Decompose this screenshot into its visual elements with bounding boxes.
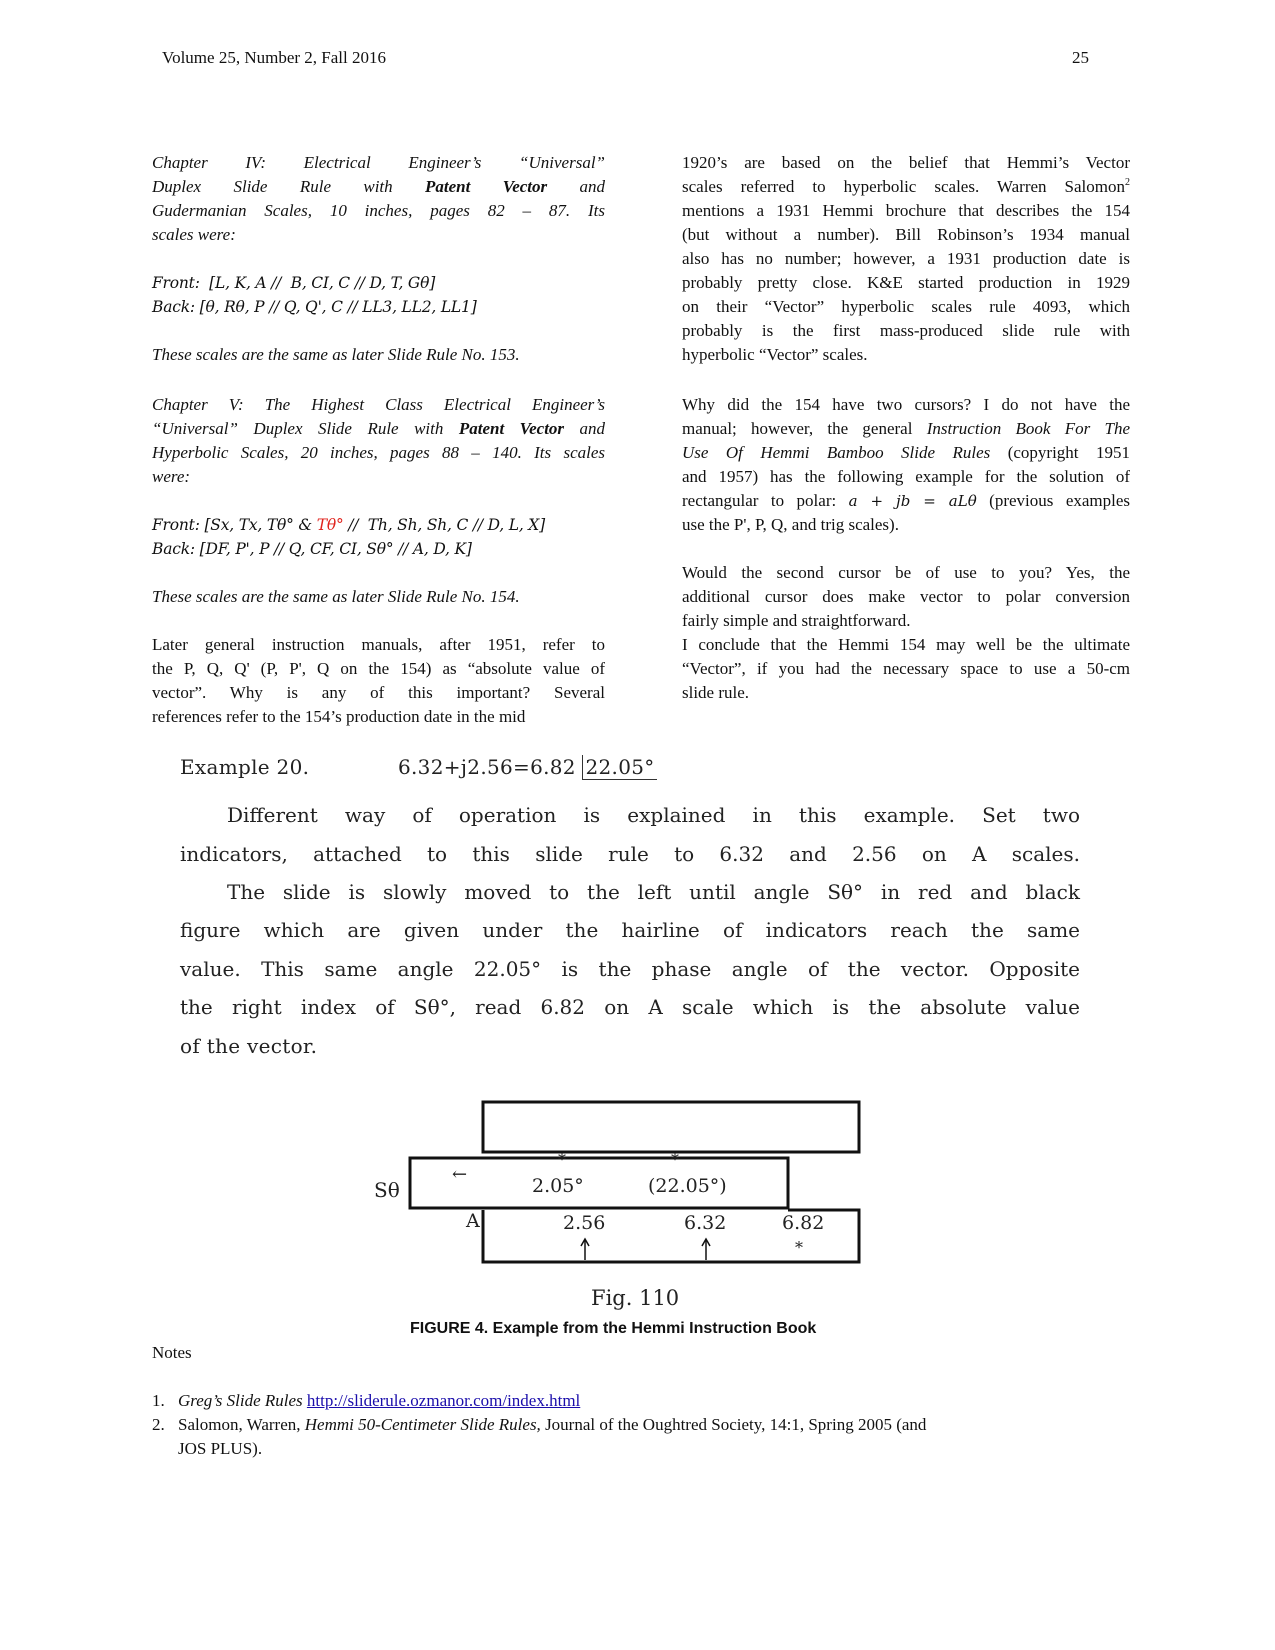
chapter-iv-title-line: Gudermanian Scales, 10 inches, pages 82 – 87. Its <box>152 201 605 220</box>
example-paragraph-line: figure which are given under the hairline of indicators reach the same <box>180 918 1080 942</box>
fig-number: Fig. 110 <box>591 1286 680 1310</box>
slide-value-22-05: (22.05°) <box>648 1175 727 1197</box>
angle-symbol-box: 22.05° <box>582 755 656 780</box>
book-title: Use Of Hemmi Bamboo Slide Rules <box>682 443 991 462</box>
second-cursor-paragraph: Would the second cursor be of use to you? Yes, the additional cursor does make vector to polar conversion fairly simple and straightforward. <box>682 563 1130 630</box>
note-title: Hemmi 50-Centimeter Slide Rules, <box>304 1415 541 1434</box>
note-item: 2. Salomon, Warren, Hemmi 50-Centimeter Slide Rules, Journal of the Oughtred Society, 14:1, Spring 2005 (and <box>152 1415 927 1434</box>
book-title: Instruction Book For The <box>926 419 1130 438</box>
chapter-v-title-line: “Universal” Duplex Slide Rule with Patent Vector and <box>152 419 605 438</box>
patent-vector-bold: Patent Vector <box>458 419 565 438</box>
chapter-v-title-line: Hyperbolic Scales, 20 inches, pages 88 – 140. Its scales <box>152 443 605 462</box>
notes-list <box>152 1389 1112 1461</box>
a-value-6-82: 6.82 <box>782 1212 825 1234</box>
page-number: 25 <box>1072 48 1089 67</box>
left-column <box>152 151 605 729</box>
conclusion-paragraph: I conclude that the Hemmi 154 may well be the ultimate “Vector”, if you had the necessary space to use a 50-cm slide rule. <box>682 635 1130 702</box>
chapter-v-front-scales: Front: [Sx, Tx, Tθ° & Tθ° // Th, Sh, Sh, C // D, L, X] <box>152 516 545 534</box>
star-marker: * <box>671 1150 679 1169</box>
chapter-iv-title-line: Chapter IV: Electrical Engineer’s “Universal” <box>152 153 605 172</box>
a-value-6-32: 6.32 <box>684 1212 727 1234</box>
slide-scale-label: Sθ <box>374 1178 400 1202</box>
example-paragraph-line: The slide is slowly moved to the left until angle Sθ° in red and black <box>227 880 1080 904</box>
example-paragraph-line: of the vector. <box>180 1034 318 1058</box>
footnote-ref[interactable]: 2 <box>1125 177 1130 188</box>
red-scale-label: Tθ° <box>316 516 344 534</box>
upper-stator-rect <box>483 1102 859 1152</box>
chapter-v-same-as: These scales are the same as later Slide Rule No. 154. <box>152 587 520 606</box>
patent-vector-bold: Patent Vector <box>425 177 548 196</box>
note-title: Greg’s Slide Rules <box>178 1391 303 1410</box>
body-scale-label: A <box>466 1210 480 1232</box>
a-value-2-56: 2.56 <box>563 1212 606 1234</box>
two-cursors-paragraph: Why did the 154 have two cursors? I do not have the manual; however, the general Instruction Book For The Use Of Hemmi Bamboo Slide Rules (copyright 1951 and 1957) has the following example for the solution of rectangular to polar: a + jb = aLθ (previous examples use the P', P, Q, and trig scales). <box>682 395 1130 534</box>
chapter-v-back-scales: Back: [DF, P', P // Q, CF, CI, Sθ° // A, D, K] <box>152 540 472 558</box>
star-marker: * <box>558 1150 566 1169</box>
example-paragraph-line: the right index of Sθ°, read 6.82 on A scale which is the absolute value <box>180 995 1080 1019</box>
left-arrow-icon: ← <box>452 1164 468 1185</box>
notes-heading: Notes <box>152 1343 192 1362</box>
running-header-issue: Volume 25, Number 2, Fall 2016 <box>162 48 386 67</box>
example-paragraph-line: value. This same angle 22.05° is the phase angle of the vector. Opposite <box>180 957 1080 981</box>
chapter-iv-title-line: Duplex Slide Rule with Patent Vector and <box>152 177 605 196</box>
note-item: 1. Greg’s Slide Rules http://sliderule.ozmanor.com/index.html <box>152 1391 581 1410</box>
example-paragraph-line: indicators, attached to this slide rule to 6.32 and 2.56 on A scales. <box>180 842 1080 866</box>
example-label: Example 20. <box>180 755 310 779</box>
chapter-iv-title-line: scales were: <box>152 225 236 244</box>
hyperbolic-paragraph: 1920’s are based on the belief that Hemmi’s Vector scales referred to hyperbolic scales. Warren Salomon$^2$ mentions a 1931 Hemmi brochure that describes the 154 (but without a number). Bill Robinson’s 1934 manual also has no number; however, a 1931 production date is probably pretty close. K&E started production in 1929 on their “Vector” hyperbolic scales rule 4093, which probably is the first mass-produced slide rule with hyperbolic “Vector” scales. <box>682 153 1130 364</box>
polar-formula: a + jb = aLθ <box>848 492 977 510</box>
chapter-iv-block <box>152 151 605 391</box>
slide-value-2-05: 2.05° <box>532 1175 584 1197</box>
chapter-iv-front-scales: Front: [L, K, A // B, CI, C // D, T, Gθ] <box>152 274 436 292</box>
chapter-v-title-line: were: <box>152 467 191 486</box>
figure-caption: FIGURE 4. Example from the Hemmi Instruction Book <box>410 1320 817 1337</box>
right-column <box>682 151 1130 705</box>
note-link[interactable]: http://sliderule.ozmanor.com/index.html <box>306 1391 581 1410</box>
star-marker: * <box>795 1238 803 1257</box>
later-manuals-paragraph: Later general instruction manuals, after 1951, refer to the P, Q, Q' (P, P', Q on the 154) as “absolute value of vector”. Why is any of this important? Several references refer to the 154’s production date in the mid <box>152 635 605 726</box>
chapter-iv-back-scales: Back: [θ, Rθ, P // Q, Q', C // LL3, LL2, LL1] <box>152 298 477 316</box>
chapter-v-block <box>152 393 605 633</box>
note-item-continuation: JOS PLUS). <box>178 1439 263 1458</box>
example-paragraph-line: Different way of operation is explained in this example. Set two <box>227 803 1080 827</box>
chapter-iv-same-as: These scales are the same as later Slide Rule No. 153. <box>152 345 520 364</box>
example-equation: 6.32+j2.56=6.82 22.05° <box>398 755 655 779</box>
chapter-v-title-line: Chapter V: The Highest Class Electrical Engineer’s <box>152 395 605 414</box>
